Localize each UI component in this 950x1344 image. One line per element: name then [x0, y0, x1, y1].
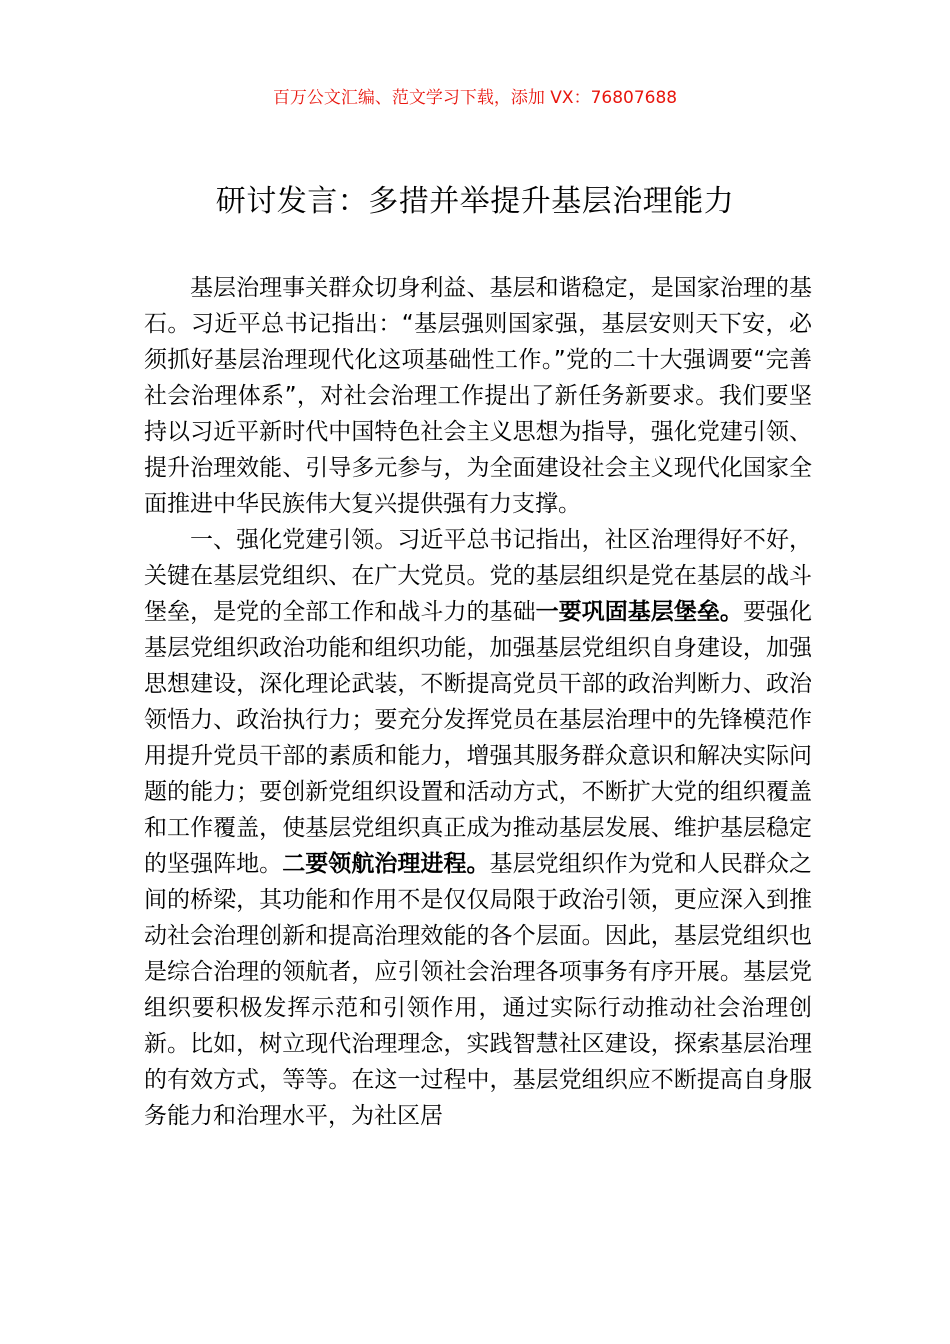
point-one-heading: 一要巩固基层堡垒。: [535, 599, 743, 625]
document-body: [144, 270, 812, 1134]
download-notice: 百万公文汇编、范文学习下载，添加 VX：76807688: [272, 88, 678, 108]
paragraph-section-one: [144, 522, 812, 1134]
point-two-heading: 二要领航治理进程。: [282, 851, 490, 877]
document-title: 研讨发言：多措并举提升基层治理能力: [215, 184, 735, 219]
paragraph-intro: 基层治理事关群众切身利益、基层和谐稳定，是国家治理的基石。习近平总书记指出：“基层强则国家强，基层安则天下安，必须抓好基层治理现代化这项基础性工作。”党的二十大强调要“完善社会治理体系”，对社会治理工作提出了新任务新要求。我们要坚持以习近平新时代中国特色社会主义思想为指导，强化党建引领、提升治理效能、引导多元参与，为全面建设社会主义现代化国家全面推进中华民族伟大复兴提供强有力支撑。: [144, 275, 812, 517]
point-two-text: 基层党组织作为党和人民群众之间的桥梁，其功能和作用不是仅仅局限于政治引领，更应深入到推动社会治理创新和提高治理效能的各个层面。因此，基层党组织也是综合治理的领航者，应引领社会治理各项事务有序开展。基层党组织要积极发挥示范和引领作用，通过实际行动推动社会治理创新。比如，树立现代治理理念，实践智慧社区建设，探索基层治理的有效方式，等等。在这一过程中，基层党组织应不断提高自身服务能力和治理水平，为社区居: [144, 851, 813, 1129]
point-one-text: 要强化基层党组织政治功能和组织功能，加强基层党组织自身建设，加强思想建设，深化理论武装，不断提高党员干部的政治判断力、政治领悟力、政治执行力；要充分发挥党员在基层治理中的先锋模范作用提升党员干部的素质和能力，增强其服务群众意识和解决实际问题的能力；要创新党组织设置和活动方式，不断扩大党的组织覆盖和工作覆盖，使基层党组织真正成为推动基层发展、维护基层稳定的坚强阵地。: [144, 599, 813, 877]
section-one-intro: 一、强化党建引领。习近平总书记指出，社区治理得好不好，关键在基层党组织、在广大党员。党的基层组织是党在基层的战斗堡垒，是党的全部工作和战斗力的基础: [144, 527, 812, 625]
